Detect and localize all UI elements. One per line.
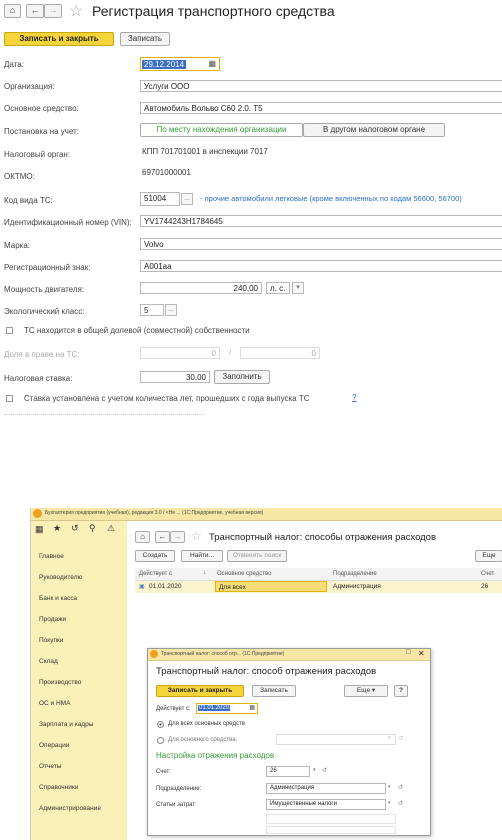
- list-more-button[interactable]: Еще: [475, 550, 502, 562]
- list-title: Транспортный налог: способы отражения расходов: [209, 532, 437, 543]
- sidebar-item-bank[interactable]: Банк и касса: [39, 595, 78, 602]
- app-logo-icon: [33, 509, 42, 518]
- power-unit-dropdown-icon[interactable]: ▾: [292, 282, 304, 294]
- col-account[interactable]: Счет: [481, 571, 495, 577]
- sidebar-item-reports[interactable]: Отчеты: [39, 763, 62, 770]
- extra-field-1[interactable]: [266, 814, 396, 824]
- sidebar-item-manager[interactable]: Руководителю: [39, 574, 83, 581]
- sidebar-item-operations[interactable]: Операции: [39, 742, 70, 749]
- radio-all-assets-label: Для всех основных средств: [168, 721, 245, 727]
- sidebar-item-home[interactable]: Главное: [39, 553, 64, 560]
- tax-office-label: Налоговый орган:: [4, 150, 71, 159]
- oktmo-label: ОКТМО:: [4, 172, 35, 181]
- registration-label: Постановка на учет:: [4, 127, 80, 136]
- cost-item-field[interactable]: Имущественные налоги: [266, 799, 386, 810]
- list-star-icon[interactable]: ☆: [191, 529, 202, 543]
- row-dept: Администрация: [333, 583, 381, 590]
- sidebar-item-production[interactable]: Производство: [39, 679, 82, 686]
- dialog-date-value: 01.01.2020: [199, 705, 230, 711]
- dialog-more-label: Еще: [356, 687, 371, 694]
- sidebar-item-purchases[interactable]: Покупки: [39, 637, 64, 644]
- col-date[interactable]: Действует с: [139, 571, 173, 577]
- home-button[interactable]: ⌂: [4, 4, 21, 18]
- cut-off-row: [4, 414, 204, 421]
- fixed-asset-field[interactable]: Автомобиль Вольво С60 2.0. Т5: [140, 102, 502, 114]
- sidebar-item-admin[interactable]: Администрирование: [39, 805, 101, 812]
- organization-field[interactable]: Услуги ООО: [140, 80, 502, 92]
- favorites-icon[interactable]: ★: [53, 523, 62, 533]
- vehicle-code-label: Код вида ТС:: [4, 196, 53, 205]
- account-label: Счет:: [156, 769, 171, 775]
- brand-field[interactable]: Volvo: [140, 238, 502, 250]
- power-unit-field[interactable]: л. с.: [266, 282, 290, 294]
- sidebar-item-salary[interactable]: Зарплата и кадры: [39, 721, 94, 728]
- fill-button[interactable]: Заполнить: [214, 370, 270, 384]
- department-open-icon[interactable]: ↺: [398, 785, 404, 791]
- brand-label: Марка:: [4, 241, 30, 250]
- reg-option-location[interactable]: По месту нахождения организации: [140, 123, 303, 137]
- asset-select-field[interactable]: [276, 734, 396, 745]
- expense-section-title: Настройка отражения расходов: [156, 751, 275, 760]
- dialog-window: [147, 648, 431, 836]
- dialog-save-button[interactable]: Записать: [252, 685, 296, 697]
- account-dropdown-icon[interactable]: ▾: [313, 767, 316, 773]
- sidebar-item-warehouse[interactable]: Склад: [39, 658, 58, 665]
- plate-field[interactable]: А001аа: [140, 260, 502, 272]
- row-asset: Для всех: [215, 581, 327, 592]
- tax-rate-label: Налоговая ставка:: [4, 374, 73, 383]
- sidebar-item-assets[interactable]: ОС и НМА: [39, 700, 71, 707]
- cancel-search-button[interactable]: Отменить поиск: [227, 550, 287, 562]
- rate-years-label: Ставка установлена с учетом количества лет, прошедших с года выпуска ТС: [24, 394, 310, 403]
- asset-dropdown-icon[interactable]: ▾: [388, 735, 391, 741]
- window-title: Бухгалтерия предприятия (учебная), редакция 3.0 / <Не ... (1С:Предприятие, учебная версия): [45, 510, 264, 516]
- dialog-close-icon[interactable]: ✕: [418, 649, 425, 658]
- organization-label: Организация:: [4, 82, 55, 91]
- vehicle-code-description[interactable]: - прочие автомобили легковые (кроме включенных по кодам 56600, 56700): [200, 194, 462, 203]
- extra-field-2[interactable]: [266, 826, 396, 834]
- dialog-date-label: Действует с:: [156, 706, 191, 712]
- table-row[interactable]: [135, 581, 502, 593]
- dialog-date-field[interactable]: [196, 703, 258, 714]
- find-button[interactable]: Найти...: [181, 550, 223, 562]
- eco-class-select-button[interactable]: ...: [165, 304, 177, 316]
- vin-label: Идентификационный номер (VIN):: [4, 218, 132, 227]
- tax-rate-field[interactable]: 30,00: [140, 371, 210, 383]
- eco-class-label: Экологический класс:: [4, 307, 85, 316]
- dialog-maximize-icon[interactable]: □: [406, 649, 411, 656]
- dialog-logo-icon: [150, 650, 158, 658]
- list-home-button[interactable]: ⌂: [135, 531, 150, 543]
- cost-item-open-icon[interactable]: ↺: [398, 801, 404, 807]
- shared-ownership-checkbox[interactable]: [6, 327, 13, 334]
- page-title: Регистрация транспортного средства: [92, 3, 335, 19]
- col-dept[interactable]: Подразделение: [333, 571, 377, 577]
- asset-open-icon[interactable]: ↺: [398, 736, 404, 742]
- grid-menu-icon[interactable]: ▦: [35, 524, 44, 534]
- fixed-asset-label: Основное средство:: [4, 104, 79, 113]
- app-window: [30, 508, 502, 840]
- row-icon: ▣: [139, 584, 145, 590]
- oktmo-value: 69701000001: [142, 168, 191, 177]
- vehicle-code-select-button[interactable]: ...: [181, 193, 193, 205]
- engine-power-label: Мощность двигателя:: [4, 285, 85, 294]
- cost-item-label: Статьи затрат:: [156, 802, 197, 808]
- dialog-titlebar-text: Транспортный налог: способ отр... (1С:Предприятие): [161, 651, 285, 657]
- radio-one-asset[interactable]: [157, 737, 164, 744]
- list-forward-button[interactable]: →: [170, 531, 185, 543]
- more-dropdown-icon: ▾: [371, 687, 376, 694]
- row-date: 01.01.2020: [149, 583, 182, 590]
- dialog-titlebar: [148, 649, 430, 661]
- cost-item-dropdown-icon[interactable]: ▾: [388, 800, 391, 806]
- radio-one-asset-label: Для основного средства:: [168, 737, 238, 743]
- window-titlebar: [31, 508, 502, 521]
- forward-button[interactable]: →: [44, 4, 62, 18]
- bell-icon[interactable]: ⚠: [107, 523, 116, 533]
- history-icon[interactable]: ↺: [71, 523, 79, 533]
- sort-arrow-icon: ↓: [203, 570, 206, 576]
- radio-all-assets[interactable]: [157, 721, 164, 728]
- share-denominator-field[interactable]: 0: [240, 347, 320, 359]
- help-link[interactable]: ?: [352, 393, 357, 402]
- dialog-title: Транспортный налог: способ отражения расходов: [156, 666, 377, 677]
- col-asset[interactable]: Основное средство: [217, 571, 272, 577]
- search-icon[interactable]: ⚲: [89, 523, 96, 533]
- date-value: 29.12.2014: [144, 60, 185, 69]
- tax-office-value: КПП 701701001 в инспекции 7017: [142, 147, 268, 156]
- account-open-icon[interactable]: ↺: [322, 768, 328, 774]
- date-label: Дата:: [4, 60, 24, 69]
- department-label: Подразделение:: [156, 786, 202, 792]
- account-field[interactable]: 26: [266, 766, 310, 777]
- reg-option-other[interactable]: В другом налоговом органе: [303, 123, 445, 137]
- share-numerator-field[interactable]: 0: [140, 347, 220, 359]
- dialog-calendar-icon[interactable]: ▦: [249, 705, 255, 711]
- department-dropdown-icon[interactable]: ▾: [388, 784, 391, 790]
- dialog-more-button[interactable]: [344, 685, 388, 697]
- create-button[interactable]: Создать: [135, 550, 175, 562]
- back-button[interactable]: ←: [26, 4, 44, 18]
- save-button[interactable]: Записать: [120, 32, 170, 46]
- dialog-help-button[interactable]: ?: [394, 685, 408, 697]
- shared-ownership-label: ТС находится в общей долевой (совместной) собственности: [24, 326, 250, 335]
- share-separator: /: [229, 348, 232, 357]
- list-header: [135, 568, 502, 581]
- vehicle-code-field[interactable]: 51004: [140, 192, 180, 206]
- list-back-button[interactable]: ←: [155, 531, 170, 543]
- vin-field[interactable]: YV1744243H1784645: [140, 215, 502, 227]
- save-and-close-button[interactable]: Записать и закрыть: [4, 32, 114, 46]
- department-field[interactable]: Администрация: [266, 783, 386, 794]
- engine-power-field[interactable]: 240,00: [140, 282, 262, 294]
- star-icon[interactable]: ☆: [69, 3, 84, 20]
- row-account: 26: [481, 583, 489, 590]
- plate-label: Регистрационный знак:: [4, 263, 91, 272]
- calendar-icon[interactable]: ▦: [208, 59, 216, 68]
- eco-class-field[interactable]: 5: [140, 304, 164, 316]
- date-field[interactable]: [140, 57, 220, 71]
- dialog-save-close-button[interactable]: Записать и закрыть: [156, 685, 244, 697]
- share-label: Доля в праве на ТС:: [4, 350, 80, 359]
- sidebar-item-catalogs[interactable]: Справочники: [39, 784, 79, 791]
- sidebar-item-sales[interactable]: Продажи: [39, 616, 67, 623]
- rate-years-checkbox[interactable]: [6, 395, 13, 402]
